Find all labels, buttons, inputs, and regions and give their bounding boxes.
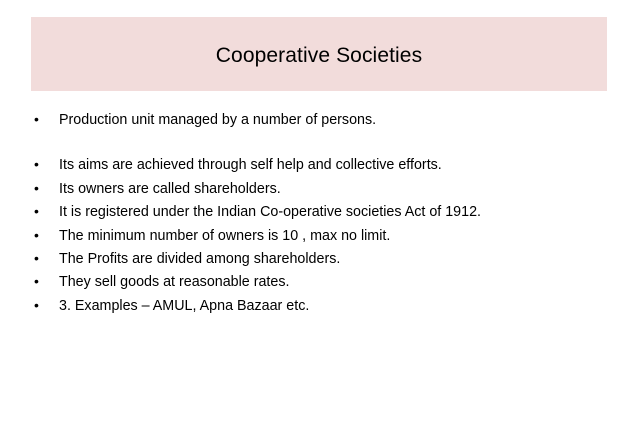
bullet-text: Its owners are called shareholders. — [59, 180, 281, 197]
bullet-icon: • — [34, 296, 39, 313]
bullet-text: Its aims are achieved through self help and collective efforts. — [59, 157, 442, 174]
bullet-icon: • — [34, 111, 39, 127]
bullet-icon: • — [34, 156, 39, 173]
bullet-text: Production unit managed by a number of persons. — [59, 112, 377, 128]
bullet-item — [31, 227, 621, 250]
bullet-text: The Profits are divided among shareholders. — [59, 250, 341, 267]
bullet-item — [31, 250, 621, 273]
bullet-icon: • — [34, 203, 39, 220]
bullet-text: 3. Examples – AMUL, Apna Bazaar etc. — [59, 297, 310, 314]
bullet-list — [31, 111, 621, 320]
bullet-item — [31, 273, 621, 296]
bullet-text: They sell goods at reasonable rates. — [59, 274, 290, 291]
bullet-icon: • — [34, 179, 39, 196]
bullet-item — [31, 297, 621, 320]
bullet-item — [31, 156, 621, 179]
bullet-item — [31, 180, 621, 203]
bullet-icon: • — [34, 249, 39, 266]
bullet-icon: • — [34, 226, 39, 243]
bullet-item — [31, 111, 621, 134]
bullet-text: The minimum number of owners is 10 , max no limit. — [59, 227, 391, 244]
title-band — [31, 17, 607, 91]
bullet-item — [31, 203, 621, 226]
bullet-text: It is registered under the Indian Co-operative societies Act of 1912. — [59, 204, 482, 221]
bullet-icon: • — [34, 273, 39, 290]
slide-title: Cooperative Societies — [215, 43, 423, 67]
